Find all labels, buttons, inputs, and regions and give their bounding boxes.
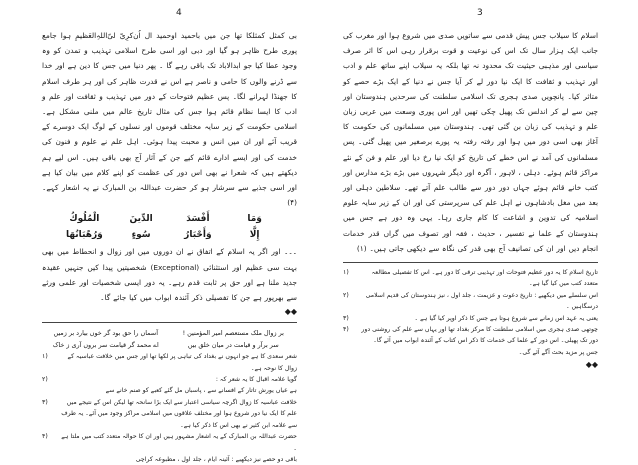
- footnote-text: باقی دو حصے نیز دیکھیے : آئینہ ایام ، جلد اول ، مطبوعہ کراچی: [135, 455, 297, 463]
- body-text: [42, 28, 297, 210]
- footnote: [343, 324, 598, 358]
- section-end-mark: ◆◆: [284, 307, 297, 317]
- footnote-number: (۲: [343, 291, 349, 299]
- footnote-text: خلافت عباسیہ کا زوال اگرچہ سیاسی اعتبار سے ایک بڑا سانحہ تھا لیکن اس کے نتیجے میں علم کا ایک نیا دور شروع ہوا اور مختلف علاقوں میں اسلامی مراکز وجود میں آئے۔ یہ طرف سے علامہ ابن کثیر نے بھی اس کا ذکر کیا ہے۔: [61, 398, 297, 429]
- poem-row: [42, 327, 297, 339]
- footnote: [343, 267, 598, 290]
- poem-row: [42, 339, 297, 351]
- footnote-number: (۱: [343, 269, 349, 277]
- body-text: [343, 28, 598, 256]
- footnote-number: (۴: [343, 326, 349, 334]
- persian-poem: [42, 327, 297, 351]
- verse-word: وَمَا: [247, 214, 262, 225]
- footnote-text: شعر سعدی کا ہے جو انہوں نے بغداد کی تباہی پر لکھا تھا اور جس میں خلافت عباسیہ کے زوال کا نوحہ ہے۔: [67, 353, 297, 372]
- poem-hemistich: بر زوال ملک مستعصم امیر المؤمنین !: [182, 329, 284, 338]
- footnote: [42, 454, 297, 465]
- verse-word: الدِّينَ: [129, 214, 153, 225]
- footnote: [42, 431, 297, 454]
- paragraph: ۔۔۔ اور اگر یہ اسلام کے اتفاق نے ان دوروں میں اور زوال و انحطاط میں بھی بہت سی عظیم اور استثنائی (Exceptional) شخصیتیں پیدا کیں جنہیں عقیدہ جدید ملنا ہے اور حق پر ثابت قدم رہے۔ یہ دور ایسی شخصیات اور علمی ورثے سے بھرپور ہے جن کا تفصیلی ذکر آئندہ ابواب میں کیا جائے گا۔: [42, 247, 297, 303]
- footnote-text: چوتھی صدی ہجری میں اسلامی سلطنت کا مرکز بغداد تھا اور یہاں سے علم کی روشنی دور دور تک پھیلی۔ اس دور کے علما کی خدمات کا ذکر اس کتاب کے آئندہ ابواب میں آئے گا۔ جس پر مزید بحث آگے آئے گی۔: [361, 326, 598, 356]
- footnote-number: [42, 454, 56, 465]
- footnote: [42, 351, 297, 374]
- arabic-verse: [56, 212, 283, 226]
- footnote-number: (۱: [42, 353, 48, 361]
- footnote-text: یعنی یہ عہد اس زمانے سے شروع ہوتا ہے جس کا ذکر اوپر کیا گیا ہے ۔: [414, 314, 598, 322]
- footnote-number: (۴: [42, 433, 48, 441]
- footnotes: [343, 267, 598, 358]
- section-end-mark: ◆◆: [585, 360, 598, 370]
- footnotes: [42, 351, 297, 465]
- footnote-number: (۳: [343, 314, 349, 322]
- footnote-number: [42, 385, 56, 396]
- poem-hemistich: اے محمد گر قیامت سر بروں آری ز خاک: [52, 341, 159, 350]
- footnote-text: ہے عیاں یورش تاتار کے افسانے سے ، پاسباں مل گئے کعبے کو صنم خانے سے: [105, 387, 297, 395]
- poem-hemistich: آسماں را حق بود گر خوں بیارد بر زمیں: [53, 329, 158, 338]
- footnote-text: حضرت عبداللہ بن المبارک کے یہ اشعار مشہور ہیں اور ان کا حوالہ متعدد کتب میں ملتا ہے ۔: [61, 433, 297, 452]
- footnote-text: اس سلسلے میں دیکھیے : تاریخ دعوت و عزیمت ، جلد اول ، نیز ہندوستان کی قدیم اسلامی درسگاہیں ۔: [365, 291, 598, 311]
- verse-word: أَفْسَدَ: [186, 214, 210, 225]
- footnote: [343, 313, 598, 324]
- left-page: [0, 0, 319, 463]
- right-page: [319, 0, 638, 451]
- footnote-number: (۳: [42, 398, 48, 406]
- footnote: [343, 290, 598, 313]
- arabic-verse: [56, 228, 283, 242]
- verse-word: الْمُلُوكُ: [69, 214, 100, 225]
- body-text: [42, 244, 297, 305]
- verse-word: سُوءٍ: [131, 230, 151, 241]
- poem-hemistich: سر برآر و قیامت در میان خلق بیں: [187, 341, 279, 350]
- footnote-text: تاریخ اسلام کا یہ دور عظیم فتوحات اور تہذیبی ترقی کا دور ہے۔ اس کا تفصیلی مطالعہ متعدد کتب میں کیا گیا ہے۔: [371, 269, 598, 288]
- verse-word: وَرُهْبَانُهَا: [65, 230, 103, 241]
- footnote-divider: [343, 262, 598, 263]
- footnote: [42, 397, 297, 431]
- verse-word: إِلَّا: [249, 230, 260, 241]
- paragraph: اسلام کا سیلاب جس پیش قدمی سے ساتویں صدی میں شروع ہوا اور مغرب کی جانب ایک ہزار سال تک اس کی نوعیت و قوت برقرار رہی اس کا اثر صرف سیاسی اور مذہبی حیثیت تک محدود نہ تھا بلکہ یہ سیلاب اپنے ساتھ علم و ادب اور تہذیب و ثقافت کا ایک نیا دور لے کر آیا جس نے دنیا کے ایک بڑے حصے کو متاثر کیا۔ پانچویں صدی ہجری تک اسلامی سلطنت کی سرحدیں ہندوستان اور چین سے لے کر اندلس تک پھیل چکی تھیں اور اس پوری وسعت میں عربی زبان علم و تہذیب کی زبان بن گئی تھی۔ ہندوستان میں مسلمانوں کی حکومت کا آغاز بھی اسی دور میں ہوا اور رفتہ رفتہ یہ پورے برصغیر میں پھیل گئی۔ پس مسلمانوں کی آمد نے اس خطے کی تاریخ کو ایک نیا رخ دیا اور علم و فن کے نئے مراکز قائم ہوئے۔ دہلی ، لاہور ، آگرہ اور دیگر شہروں میں بڑے بڑے مدارس اور کتب خانے قائم ہوئے جہاں دور دور سے طالب علم آتے تھے۔ سلاطین دہلی اور بعد میں مغل بادشاہوں نے اہل علم کی سرپرستی کی اور ان کے زیر سایہ علوم اسلامیہ کی تدوین و اشاعت کا کام جاری رہا۔ یہی وہ دور ہے جس میں ہندوستان کے علما نے تفسیر ، حدیث ، فقہ اور تصوف میں گراں قدر خدمات انجام دیں اور ان کی تصانیف آج بھی قدر کی نگاہ سے دیکھی جاتی ہیں۔ (۱): [343, 31, 598, 253]
- footnote-text: گویا علامہ اقبال کا یہ شعر کہ :: [215, 376, 297, 384]
- verse-word: وَأَحْبَارُ: [184, 230, 212, 241]
- footnote-divider: [42, 322, 297, 323]
- footnote: [42, 385, 297, 396]
- footnote: [42, 374, 297, 385]
- footnote-number: (۲: [42, 376, 48, 384]
- paragraph: بی کمثل کمثلکا تھا جن میں باحمید اوحمید ال اُن‌کرِیّ لیّ‌اللہِ‌العَظیمِ ہوا جامع پوری طرح ظاہر ہو گیا اور دبی اور اسی طرح اسلامی تہذیب و تمدن کو وہ وجود عطا کیا جو ابدالاباد تک باقی رہے گا ۔ پھر دنیا میں جس کا دین ہے اور خدا سے ڈرنے والوں کا حامی و ناصر ہے اس نے قدرت ظاہر کی اور ہر طرف اسلام کا جھنڈا لہرانے لگا۔ پس عظیم فتوحات کے دور میں تہذیب و ثقافت اور علم و ادب کا ایسا نظام قائم ہوا جس کی مثال تاریخ عالم میں ملنی مشکل ہے۔ اسلامی حکومت کے زیر سایہ مختلف قوموں اور نسلوں کے لوگ ایک دوسرے کے قریب آئے اور ان میں انس و محبت پیدا ہوئی۔ اہل علم نے علوم و فنون کی خدمت کی اور ایسے ادارے قائم کیے جن کے آثار آج بھی باقی ہیں۔ اس لیے ہم دیکھتے ہیں کہ شعرا نے بھی اس دور کی عظمت کو اپنے کلام میں بیان کیا ہے اور اسی جذبے سے سرشار ہو کر حضرت عبداللہ بن المبارک نے یہ اشعار کہے۔ (۴): [42, 31, 297, 208]
- page-number: 4: [176, 8, 182, 18]
- page-number: 3: [477, 8, 483, 18]
